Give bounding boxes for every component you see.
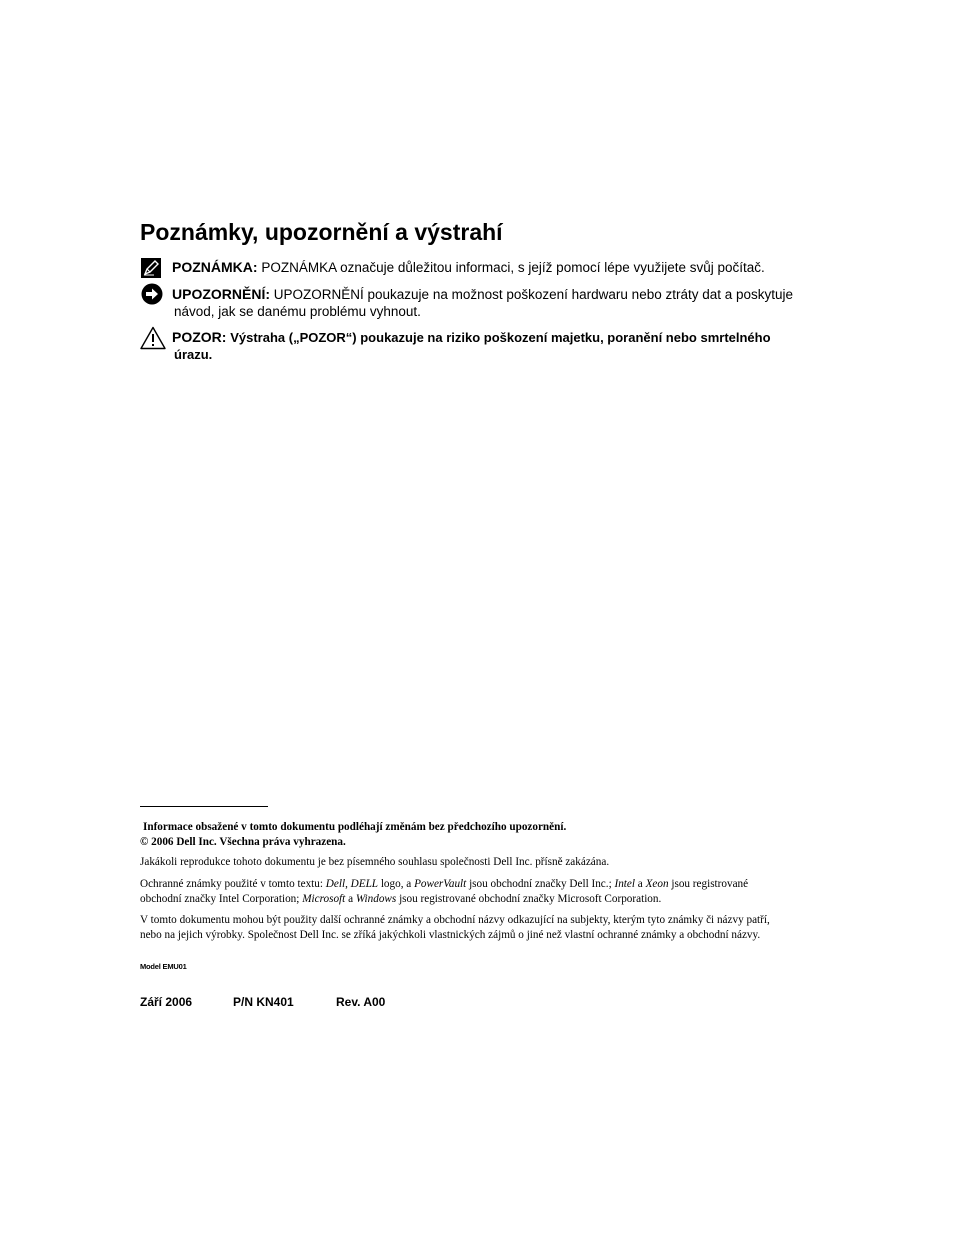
tm-text: obchodní značky Intel Corporation; <box>140 892 303 905</box>
legal-notice-line1: Informace obsažené v tomto dokumentu podléhají změnám bez předchozího upozornění. <box>143 821 567 833</box>
footer-revision: Rev. A00 <box>336 995 386 1009</box>
tm-dell-caps: DELL <box>350 878 379 890</box>
tm-xeon: Xeon <box>645 878 669 890</box>
trademarks-notice <box>140 877 840 906</box>
tm-dell: Dell <box>325 878 346 890</box>
reproduction-notice: Jakákoli reprodukce tohoto dokumentu je bez písemného souhlasu společnosti Dell Inc. přísně zakázána. <box>140 856 610 868</box>
tm-text: Ochranné známky použité v tomto textu: <box>140 878 326 890</box>
other-trademarks-notice <box>140 913 840 942</box>
tm-text: a <box>635 878 646 890</box>
warning-text: Výstraha („POZOR“) poukazuje na riziko poškození majetku, poranění nebo smrtelného <box>230 330 771 345</box>
tm-text: jsou registrované obchodní značky Microsoft Corporation. <box>396 892 662 905</box>
tm-text: jsou obchodní značky Dell Inc.; <box>466 878 615 890</box>
warning-triangle-icon <box>140 326 166 348</box>
tm-text: a <box>345 892 356 905</box>
legal-notice <box>140 820 840 849</box>
notice-label: UPOZORNĚNÍ: <box>172 286 270 302</box>
warning-label: POZOR: <box>172 329 227 345</box>
tm-powervault: PowerVault <box>414 878 467 890</box>
notice-text-cont: návod, jak se danému problému vyhnout. <box>174 304 421 319</box>
footer-date: Září 2006 <box>140 995 193 1009</box>
tm-windows: Windows <box>355 892 397 905</box>
notice-text: UPOZORNĚNÍ poukazuje na možnost poškození hardwaru nebo ztráty dat a poskytuje <box>273 287 794 302</box>
notice-arrow-icon <box>140 283 164 305</box>
tm-text: , <box>345 878 351 890</box>
note-block <box>140 257 840 279</box>
warning-block <box>140 326 840 366</box>
other-trademarks-line2: nebo na jejich výrobky. Společnost Dell Inc. se zříká jakýchkoli vlastnických zájmů o jiné než vlastní ochranné známky a obchodní názvy. <box>140 928 761 941</box>
note-pencil-icon <box>140 257 164 279</box>
footnote-divider <box>140 806 268 807</box>
note-text: POZNÁMKA označuje důležitou informaci, s jejíž pomocí lépe využijete svůj počítač. <box>261 260 765 275</box>
note-label: POZNÁMKA: <box>172 259 258 275</box>
tm-text: jsou registrované <box>668 878 749 890</box>
model-number: Model EMU01 <box>140 962 187 971</box>
page-title: Poznámky, upozornění a výstrahí <box>140 219 503 245</box>
copyright-line: © 2006 Dell Inc. Všechna práva vyhrazena. <box>140 835 346 848</box>
tm-microsoft: Microsoft <box>302 892 346 905</box>
footer-part-number: P/N KN401 <box>233 995 294 1009</box>
other-trademarks-line1: V tomto dokumentu mohou být použity další ochranné známky a obchodní názvy odkazující na subjekty, kterým tyto známky či názvy patří, <box>140 914 770 926</box>
notice-block <box>140 283 840 323</box>
tm-intel: Intel <box>614 878 635 890</box>
tm-text: logo, a <box>378 878 415 890</box>
warning-text-cont: úrazu. <box>174 347 213 362</box>
